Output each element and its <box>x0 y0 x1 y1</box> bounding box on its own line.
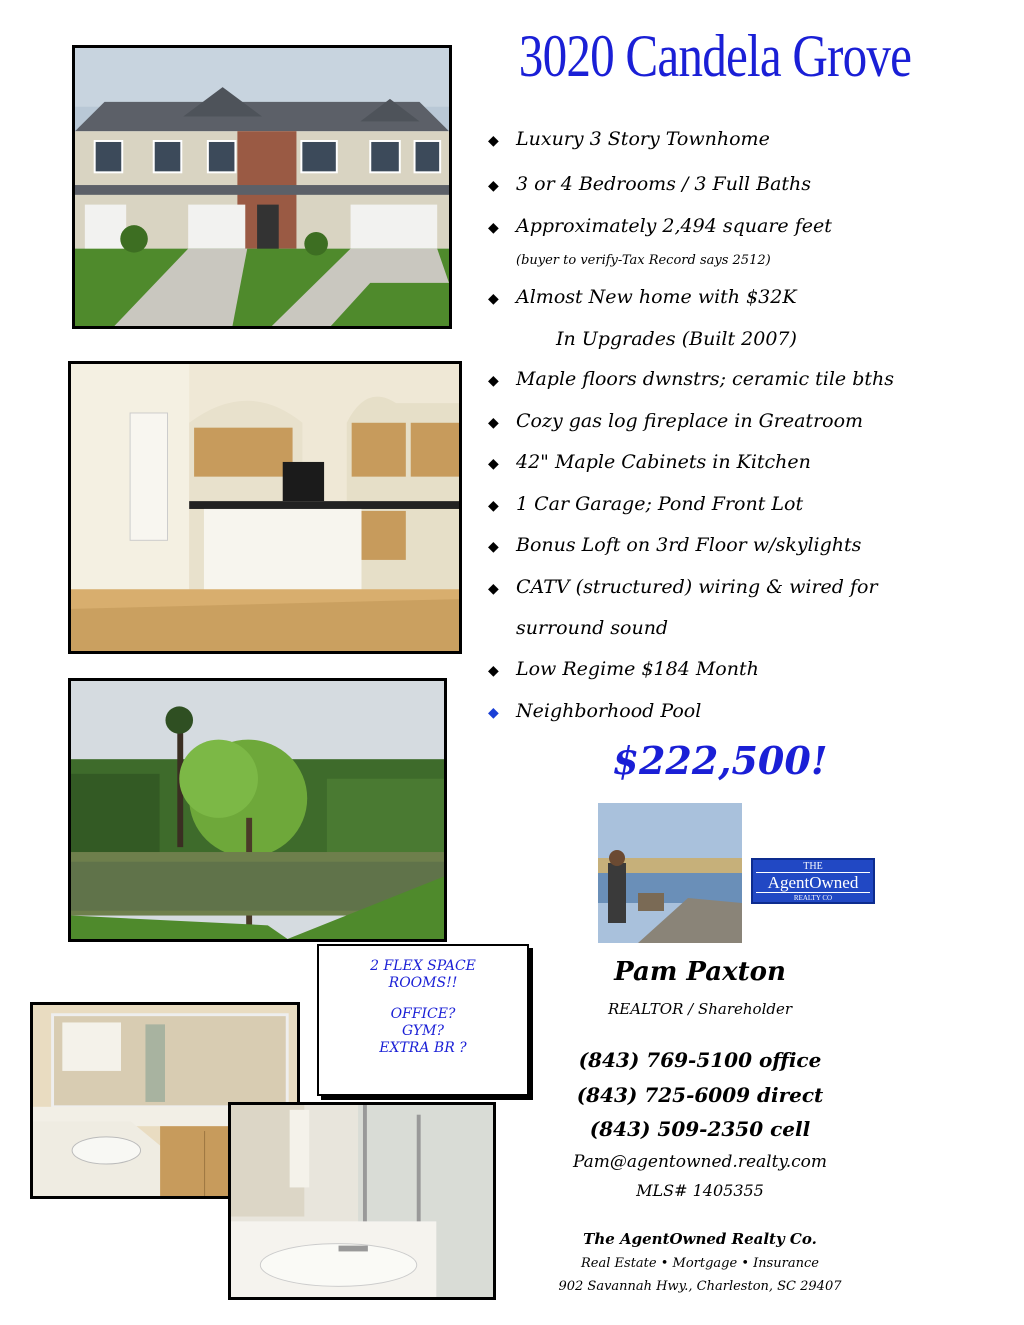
agent-email[interactable]: Pam@agentowned.realty.com <box>572 1152 828 1172</box>
feature-item: ◆ Luxury 3 Story Townhome <box>488 128 770 150</box>
agent-name: Pam Paxton <box>614 957 786 987</box>
feature-item: ◆ 1 Car Garage; Pond Front Lot <box>488 493 804 515</box>
agent-direct-phone: (843) 725-6009 direct <box>576 1083 824 1107</box>
flex-space-callout: 2 FLEX SPACE ROOMS!! OFFICE? GYM? EXTRA BR ? <box>317 944 529 1096</box>
agent-office-phone: (843) 769-5100 office <box>578 1048 822 1072</box>
mls-number: MLS# 1405355 <box>636 1181 764 1200</box>
agent-cell-phone: (843) 509-2350 cell <box>589 1117 811 1141</box>
feature-continuation: In Upgrades (Built 2007) <box>556 328 797 350</box>
agent-role: REALTOR / Shareholder <box>607 1000 793 1018</box>
company-services: Real Estate • Mortgage • Insurance <box>581 1256 819 1271</box>
diamond-bullet-icon: ◆ <box>488 705 499 721</box>
feature-item: ◆ Approximately 2,494 square feet <box>488 215 832 237</box>
feature-item: ◆ Bonus Loft on 3rd Floor w/skylights <box>488 534 862 556</box>
diamond-bullet-icon: ◆ <box>488 178 499 194</box>
feature-item: ◆ Neighborhood Pool <box>488 700 702 722</box>
pond-view-photo <box>68 678 447 942</box>
company-name: The AgentOwned Realty Co. <box>583 1230 817 1248</box>
diamond-bullet-icon: ◆ <box>488 456 499 472</box>
feature-item: ◆ Almost New home with $32K <box>488 286 797 308</box>
diamond-bullet-icon: ◆ <box>488 133 499 149</box>
feature-item: ◆ 3 or 4 Bedrooms / 3 Full Baths <box>488 173 812 195</box>
agentowned-logo: THE AgentOwned REALTY CO <box>751 858 875 904</box>
feature-item: ◆ 42" Maple Cabinets in Kitchen <box>488 451 811 473</box>
diamond-bullet-icon: ◆ <box>488 581 499 597</box>
diamond-bullet-icon: ◆ <box>488 415 499 431</box>
kitchen-interior-photo <box>68 361 462 654</box>
agent-photo <box>598 803 742 943</box>
company-address: 902 Savannah Hwy., Charleston, SC 29407 <box>558 1279 842 1294</box>
feature-item: ◆ CATV (structured) wiring & wired for <box>488 576 878 598</box>
diamond-bullet-icon: ◆ <box>488 498 499 514</box>
listing-price: $222,500! <box>612 738 828 783</box>
feature-item: ◆ Low Regime $184 Month <box>488 658 759 680</box>
diamond-bullet-icon: ◆ <box>488 220 499 236</box>
feature-item: ◆ Cozy gas log fireplace in Greatroom <box>488 410 864 432</box>
listing-title: 3020 Candela Grove <box>518 23 912 89</box>
bathroom-tub-photo <box>228 1102 496 1300</box>
feature-continuation: surround sound <box>516 617 669 639</box>
diamond-bullet-icon: ◆ <box>488 663 499 679</box>
townhome-exterior-photo <box>72 45 452 329</box>
sqft-note: (buyer to verify-Tax Record says 2512) <box>516 253 771 268</box>
feature-item: ◆ Maple floors dwnstrs; ceramic tile bths <box>488 368 894 390</box>
diamond-bullet-icon: ◆ <box>488 539 499 555</box>
diamond-bullet-icon: ◆ <box>488 373 499 389</box>
diamond-bullet-icon: ◆ <box>488 291 499 307</box>
